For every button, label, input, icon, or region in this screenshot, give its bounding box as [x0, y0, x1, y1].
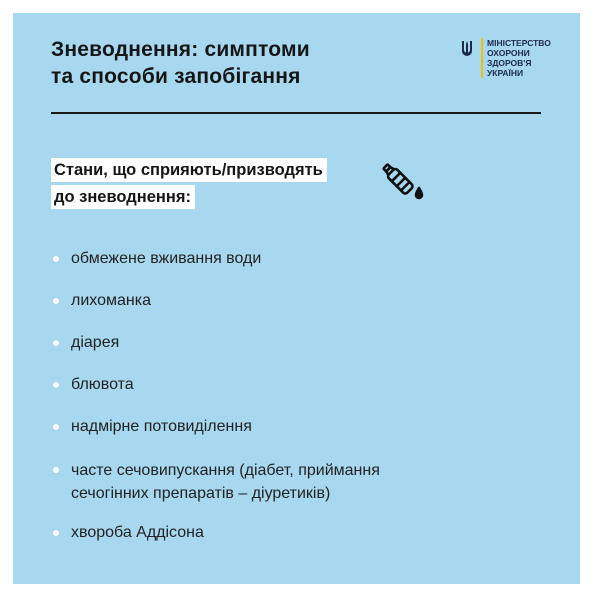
list-item-text: блювота [71, 376, 134, 393]
list-item [51, 333, 551, 353]
section-heading [51, 158, 327, 212]
logo-line: ЗДОРОВ'Я [487, 58, 532, 68]
divider [51, 112, 541, 114]
list-item-text: надмірне потовиділення [71, 418, 252, 435]
page-title [51, 36, 310, 90]
list-item-text: обмежене вживання води [71, 250, 262, 267]
list-item [51, 291, 551, 311]
list-item-text: хвороба Аддісона [71, 524, 204, 541]
water-bottle-icon [381, 158, 429, 206]
logo-line: МІНІСТЕРСТВО [487, 38, 551, 48]
logo-line: УКРАЇНИ [487, 68, 524, 78]
bullet-icon [53, 467, 59, 473]
list-item [51, 249, 551, 269]
bullet-icon [53, 382, 59, 388]
list-item-text: часте сечовипускання (діабет, приймання [71, 462, 380, 479]
list-item [51, 375, 551, 395]
trident-icon [461, 40, 473, 57]
title-line-1: Зневоднення: симптоми [51, 38, 310, 61]
bullet-icon [53, 256, 59, 262]
infographic-card [13, 13, 580, 584]
ministry-logo [461, 38, 561, 88]
conditions-list [51, 249, 551, 543]
section-heading-line-1: Стани, що сприяють/призводять [51, 158, 327, 182]
title-line-2: та способи запобігання [51, 65, 301, 88]
bullet-icon [53, 298, 59, 304]
list-item [51, 417, 551, 437]
bullet-icon [53, 424, 59, 430]
bullet-icon [53, 340, 59, 346]
list-item-text: діарея [71, 334, 120, 351]
bullet-icon [53, 530, 59, 536]
ministry-name [481, 38, 551, 78]
list-item [51, 459, 551, 505]
list-item [51, 523, 551, 543]
list-item-text-continued: сечогінних препаратів – діуретиків) [71, 485, 331, 502]
logo-line: ОХОРОНИ [487, 48, 530, 58]
list-item-text: лихоманка [71, 292, 151, 309]
section-heading-line-2: до зневоднення: [51, 185, 195, 209]
